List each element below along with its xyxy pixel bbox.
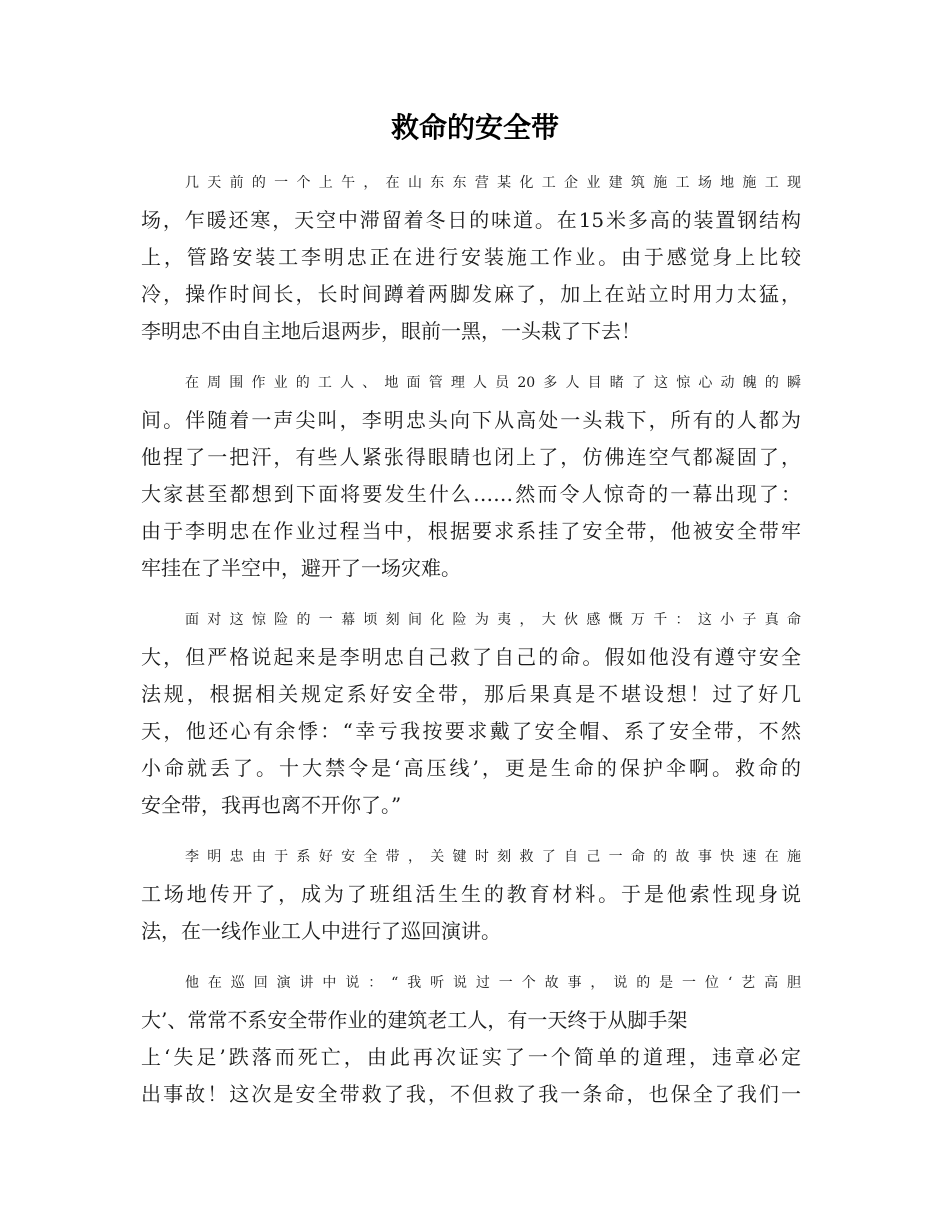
document-body — [141, 165, 801, 1128]
text-line: 场，乍暖还寒，天空中滞留着冬日的味道。在15米多高的装置钢结构 — [141, 208, 801, 232]
text-line: 出事故！这次是安全带救了我，不但救了我一条命，也保全了我们一 — [141, 1082, 801, 1106]
paragraph — [141, 965, 801, 1113]
text-line: 由于李明忠在作业过程当中，根据要求系挂了安全带，他被安全带牢 — [141, 519, 801, 543]
text-line: 法规，根据相关规定系好安全带，那后果真是不堪设想！过了好几 — [141, 682, 801, 706]
document-title: 救命的安全带 — [390, 111, 559, 144]
text-line: 大，但严格说起来是李明忠自己救了自己的命。假如他没有遵守安全 — [141, 645, 801, 669]
text-line: 上‘失足’跌落而死亡，由此再次证实了一个简单的道理，违章必定 — [141, 1045, 801, 1069]
paragraph — [141, 839, 801, 950]
text-line: 天，他还心有余悸：“幸亏我按要求戴了安全帽、系了安全带，不然 — [141, 719, 801, 743]
text-line: 在周围作业的工人、地面管理人员20多人目睹了这惊心动魄的瞬 — [185, 375, 801, 391]
paragraph — [141, 602, 801, 824]
text-line: 几天前的一个上午，在山东东营某化工企业建筑施工场地施工现 — [185, 175, 801, 191]
text-line: 面对这惊险的一幕顷刻间化险为夷，大伙感慨万千：这小子真命 — [185, 612, 801, 628]
text-line: 小命就丢了。十大禁令是‘高压线’，更是生命的保护伞啊。救命的 — [141, 756, 801, 780]
text-line: 工场地传开了，成为了班组活生生的教育材料。于是他索性现身说 — [141, 882, 801, 906]
text-line: 上，管路安装工李明忠正在进行安装施工作业。由于感觉身上比较 — [141, 245, 801, 269]
text-line: 李明忠由于系好安全带，关键时刻救了自己一命的故事快速在施 — [185, 849, 801, 865]
text-line: 大家甚至都想到下面将要发生什么……然而令人惊奇的一幕出现了： — [141, 482, 801, 506]
text-line: 安全带，我再也离不开你了。” — [141, 793, 402, 817]
paragraph — [141, 365, 801, 587]
text-line: 他捏了一把汗，有些人紧张得眼睛也闭上了，仿佛连空气都凝固了， — [141, 445, 801, 469]
text-line: 他在巡回演讲中说：“我听说过一个故事，说的是一位‘艺高胆 — [185, 975, 801, 991]
text-line: 间。伴随着一声尖叫，李明忠头向下从高处一头栽下，所有的人都为 — [141, 408, 801, 432]
text-line: 冷，操作时间长，长时间蹲着两脚发麻了，加上在站立时用力太猛， — [141, 282, 801, 306]
text-line: 大’、常常不系安全带作业的建筑老工人，有一天终于从脚手架 — [141, 1008, 688, 1032]
text-line: 李明忠不由自主地后退两步，眼前一黑，一头栽了下去！ — [141, 319, 641, 343]
paragraph — [141, 165, 801, 350]
text-line: 法，在一线作业工人中进行了巡回演讲。 — [141, 919, 501, 943]
text-line: 牢挂在了半空中，避开了一场灾难。 — [141, 556, 461, 580]
